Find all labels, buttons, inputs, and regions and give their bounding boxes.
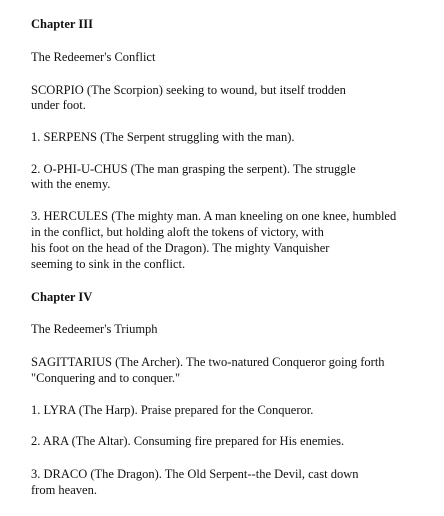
chapter-4-paragraph-4-line-1: 3. DRACO (The Dragon). The Old Serpent--the Devil, cast down [31, 467, 359, 481]
chapter-3-paragraph-4-line-4: seeming to sink in the conflict. [31, 257, 186, 271]
chapter-3-heading: Chapter III [31, 17, 93, 31]
chapter-3-paragraph-3-line-2: with the enemy. [31, 177, 111, 191]
chapter-4-paragraph-2-line-1: 1. LYRA (The Harp). Praise prepared for the Conqueror. [31, 403, 314, 417]
chapter-4-paragraph-1-line-2: "Conquering and to conquer." [31, 371, 181, 385]
chapter-3-paragraph-3-line-1: 2. O-PHI-U-CHUS (The man grasping the serpent). The struggle [31, 162, 356, 176]
chapter-4-paragraph-4-line-2: from heaven. [31, 483, 97, 497]
chapter-3-paragraph-4-line-3: his foot on the head of the Dragon). The mighty Vanquisher [31, 241, 330, 255]
chapter-4-paragraph-3-line-1: 2. ARA (The Altar). Consuming fire prepared for His enemies. [31, 434, 345, 448]
chapter-3-subtitle: The Redeemer's Conflict [31, 50, 156, 64]
chapter-3-paragraph-4-line-1: 3. HERCULES (The mighty man. A man kneeling on one knee, humbled [31, 209, 397, 223]
chapter-3-paragraph-2-line-1: 1. SERPENS (The Serpent struggling with the man). [31, 130, 295, 144]
chapter-4-subtitle: The Redeemer's Triumph [31, 322, 158, 336]
chapter-4-heading: Chapter IV [31, 290, 93, 304]
chapter-3-paragraph-4-line-2: in the conflict, but holding aloft the tokens of victory, with [31, 225, 324, 239]
chapter-3-paragraph-1-line-1: SCORPIO (The Scorpion) seeking to wound, but itself trodden [31, 83, 346, 97]
chapter-3-paragraph-1-line-2: under foot. [31, 98, 86, 112]
chapter-4-paragraph-1-line-1: SAGITTARIUS (The Archer). The two-natured Conqueror going forth [31, 355, 385, 369]
